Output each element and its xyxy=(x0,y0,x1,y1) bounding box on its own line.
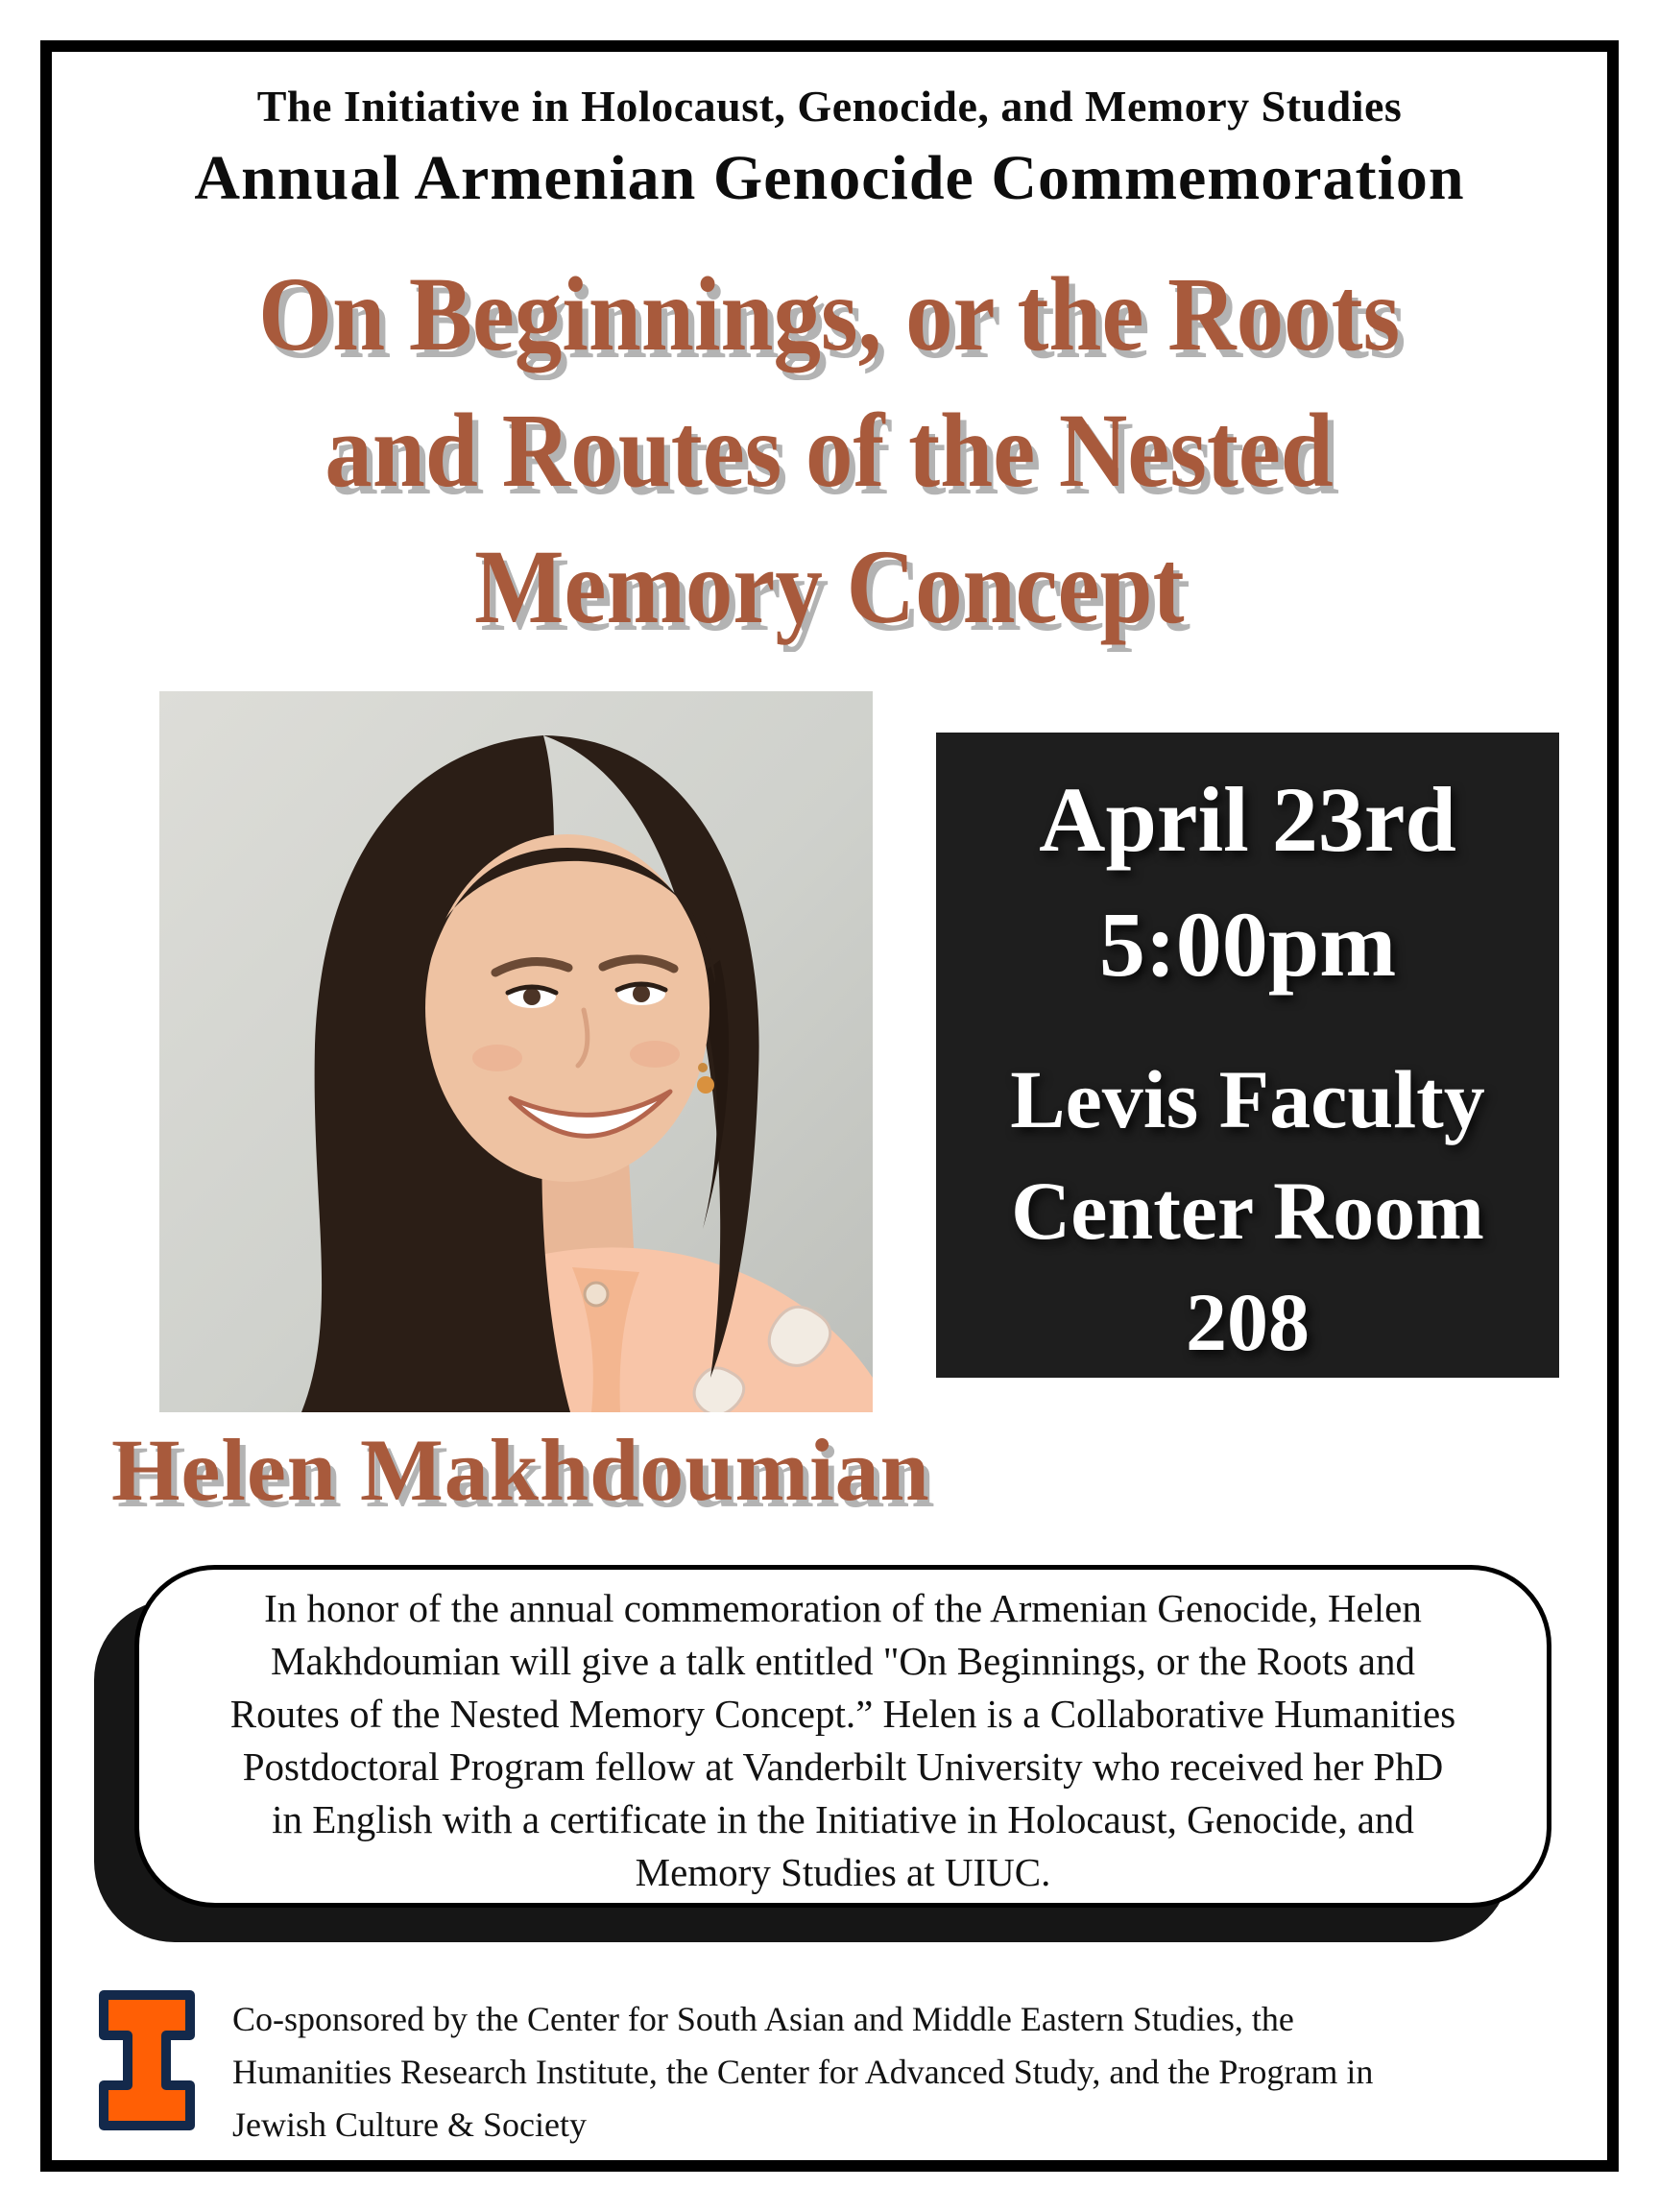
venue-line-3: 208 xyxy=(1186,1276,1310,1368)
abstract-line-1: In honor of the annual commemoration of the Armenian Genocide, Helen xyxy=(264,1586,1422,1630)
institute-name: The Initiative in Holocaust, Genocide, and Memory Studies xyxy=(256,82,1403,131)
abstract-box xyxy=(134,1565,1551,1908)
abstract-line-3: Routes of the Nested Memory Concept.” Helen is a Collaborative Humanities xyxy=(229,1692,1456,1736)
event-details-panel xyxy=(936,733,1559,1378)
abstract-line-2: Makhdoumian will give a talk entitled "On Beginnings, or the Roots and xyxy=(271,1639,1415,1683)
talk-title-line-2: and Routes of the Nested xyxy=(325,392,1334,509)
sponsor-text xyxy=(232,1993,1596,2152)
speaker-name: Helen Makhdoumian xyxy=(111,1421,930,1519)
speaker-photo xyxy=(159,691,873,1412)
talk-title-line-3: Memory Concept xyxy=(474,528,1185,645)
talk-title xyxy=(0,246,1659,655)
venue-line-1: Levis Faculty xyxy=(1010,1053,1485,1145)
sponsor-line-2: Humanities Research Institute, the Center for Advanced Study, and the Program in xyxy=(232,2053,1374,2091)
sponsor-line-3: Jewish Culture & Society xyxy=(232,2105,587,2144)
sponsor-line-1: Co-sponsored by the Center for South Asian and Middle Eastern Studies, the xyxy=(232,2000,1294,2038)
date-time-group xyxy=(936,757,1559,1007)
abstract-line-6: Memory Studies at UIUC. xyxy=(635,1850,1051,1894)
illinois-block-i-icon xyxy=(96,1987,198,2133)
event-date: April 23rd xyxy=(1039,768,1456,871)
venue-group xyxy=(936,1044,1559,1378)
venue-line-2: Center Room xyxy=(1011,1165,1484,1257)
talk-title-line-1: On Beginnings, or the Roots xyxy=(258,255,1401,373)
abstract-line-4: Postdoctoral Program fellow at Vanderbilt University who received her PhD xyxy=(242,1744,1444,1789)
event-name: Annual Armenian Genocide Commemoration xyxy=(194,143,1465,213)
speaker-portrait-illustration xyxy=(159,691,873,1412)
event-time: 5:00pm xyxy=(1098,893,1397,996)
abstract-line-5: in English with a certificate in the Initiative in Holocaust, Genocide, and xyxy=(272,1797,1414,1841)
